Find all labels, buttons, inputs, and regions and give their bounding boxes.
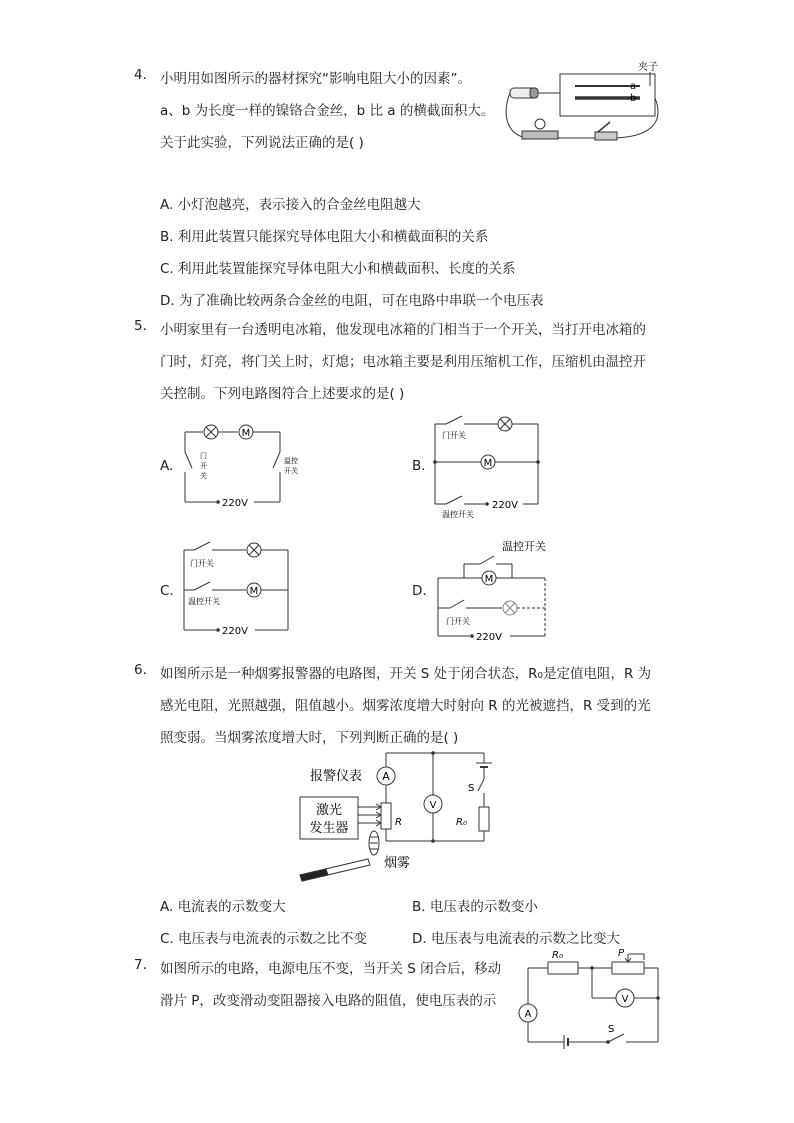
q6-stem-line-1: 如图所示是一种烟雾报警器的电路图，开关 S 处于闭合状态，R₀是定值电阻，R 为 <box>160 666 652 682</box>
q6-R-label: R <box>395 817 402 828</box>
q4-figure <box>500 58 670 148</box>
q7-number: 7. <box>134 957 147 973</box>
q7-voltmeter: V <box>621 994 629 1005</box>
q4-stem-line-2: a、b 为长度一样的镍铬合金丝，b 比 a 的横截面积大。 <box>160 103 495 119</box>
q7-stem-line-1: 如图所示的电路，电源电压不变，当开关 S 闭合后，移动 <box>160 961 502 977</box>
q4-wire-a-label: a <box>630 81 637 92</box>
q6-option-a[interactable]: A. 电流表的示数变大 <box>160 899 286 915</box>
q6-option-c[interactable]: C. 电压表与电流表的示数之比不变 <box>160 931 368 947</box>
q7-ammeter: A <box>524 1009 532 1020</box>
q6-S-label: S <box>468 783 475 794</box>
q5a-voltage: 220V <box>222 498 248 509</box>
q5-stem-line-3: 关控制。下列电路图符合上述要求的是( ) <box>160 386 405 402</box>
q4-option-b[interactable]: B. 利用此装置只能探究导体电阻大小和横截面积的关系 <box>160 229 489 245</box>
q5-option-b[interactable]: B. <box>412 458 426 474</box>
q5a-door-2: 开 <box>200 462 207 470</box>
q5c-temp: 温控开关 <box>188 597 220 606</box>
q5-option-c[interactable]: C. <box>160 583 174 599</box>
q5-circuit-d <box>430 536 570 644</box>
q7-R0-label: R₀ <box>552 950 563 961</box>
q5a-door-3: 关 <box>200 472 207 480</box>
q4-clip-label: 夹子 <box>638 62 658 73</box>
q5c-voltage: 220V <box>222 626 248 637</box>
q6-alarm-label: 报警仪表 <box>310 769 363 784</box>
q7-stem-line-2: 滑片 P，改变滑动变阻器接入电路的阻值，使电压表的示 <box>160 993 497 1009</box>
q5d-motor: M <box>484 574 494 585</box>
q6-stem-line-3: 照变弱。当烟雾浓度增大时，下列判断正确的是( ) <box>160 730 459 746</box>
q5-stem-line-1: 小明家里有一台透明电冰箱，他发现电冰箱的门相当于一个开关，当打开电冰箱的 <box>160 322 646 338</box>
q5a-temp-2: 开关 <box>284 467 298 475</box>
q6-ammeter: A <box>382 770 390 783</box>
q5b-voltage: 220V <box>492 500 518 511</box>
q6-number: 6. <box>134 662 147 678</box>
q4-stem-line-3: 关于此实验，下列说法正确的是( ) <box>160 135 364 151</box>
q5b-temp: 温控开关 <box>442 510 474 519</box>
q4-option-c[interactable]: C. 利用此装置能探究导体电阻大小和横截面积、长度的关系 <box>160 261 516 277</box>
q5-circuit-c <box>180 540 300 640</box>
q4-option-a[interactable]: A. 小灯泡越亮，表示接入的合金丝电阻越大 <box>160 197 421 213</box>
q6-figure <box>296 745 506 880</box>
q6-R0-label: R₀ <box>456 817 467 828</box>
q5-stem-line-2: 门时，灯亮，将门关上时，灯熄；电冰箱主要是利用压缩机工作，压缩机由温控开 <box>160 354 646 370</box>
q5c-motor: M <box>249 586 259 597</box>
q7-S-label: S <box>608 1024 615 1035</box>
q6-laser-2: 发生器 <box>309 821 349 836</box>
q4-option-d[interactable]: D. 为了准确比较两条合金丝的电阻，可在电路中串联一个电压表 <box>160 293 544 309</box>
q5a-motor: M <box>241 428 251 439</box>
q6-option-b[interactable]: B. 电压表的示数变小 <box>412 899 538 915</box>
q7-P-label: P <box>618 948 625 959</box>
q6-stem-line-2: 感光电阻，光照越强，阻值越小。烟雾浓度增大时射向 R 的光被遮挡，R 受到的光 <box>160 698 651 714</box>
q5-number: 5. <box>134 318 147 334</box>
q4-number: 4. <box>134 67 147 83</box>
q6-laser-1: 激光 <box>315 803 343 818</box>
q5c-door: 门开关 <box>190 559 214 568</box>
q5-option-d[interactable]: D. <box>412 583 427 599</box>
q5d-temp: 温控开关 <box>502 540 546 553</box>
q5-circuit-a <box>180 420 298 515</box>
q4-wire-b-label: b <box>630 93 637 104</box>
q7-figure <box>512 946 672 1051</box>
q5b-door: 门开关 <box>442 431 466 440</box>
q5d-door: 门开关 <box>446 617 470 626</box>
q5-circuit-b <box>430 414 550 519</box>
q6-option-d[interactable]: D. 电压表与电流表的示数之比变大 <box>412 931 620 947</box>
q5d-voltage: 220V <box>476 632 502 643</box>
q4-stem-line-1: 小明用如图所示的器材探究“影响电阻大小的因素”。 <box>160 71 471 87</box>
q6-smoke-label: 烟雾 <box>384 856 411 871</box>
q5a-temp-1: 温控 <box>284 457 298 465</box>
q5a-door-1: 门 <box>200 452 207 460</box>
q5-option-a[interactable]: A. <box>160 458 174 474</box>
q5b-motor: M <box>483 458 493 469</box>
q6-voltmeter: V <box>429 800 437 811</box>
